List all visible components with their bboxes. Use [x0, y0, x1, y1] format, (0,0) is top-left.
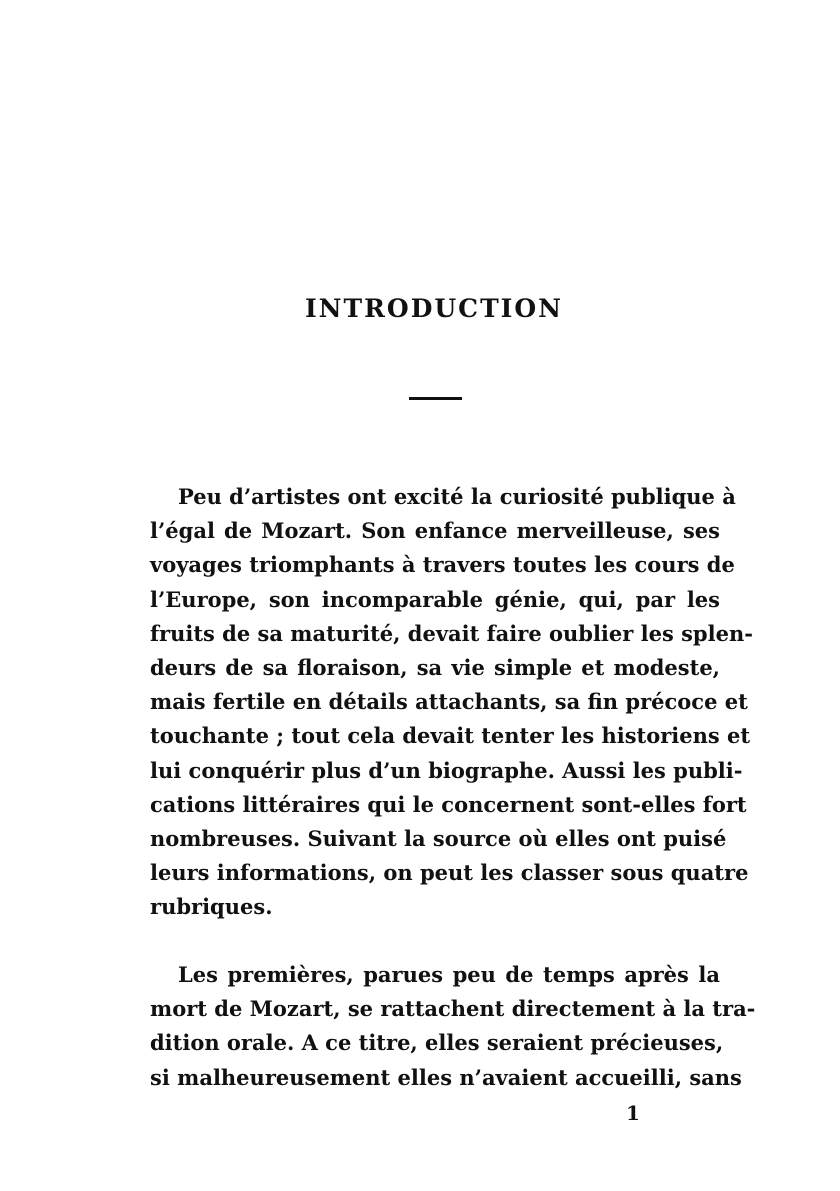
text-line: Peu d’artistes ont excité la curiosité publique à [178, 484, 736, 509]
text-line: fruits de sa maturité, devait faire oublier les splen- [150, 620, 753, 646]
text-line: touchante ; tout cela devait tenter les historiens et [150, 723, 751, 749]
text-line: voyages triomphants à travers toutes les cours de [150, 552, 735, 578]
paragraph-1 [150, 480, 753, 924]
text-line: l’égal de Mozart. Son enfance merveilleuse, ses [150, 518, 720, 544]
text-line: rubriques. [150, 894, 273, 920]
text-line: mort de Mozart, se rattachent directement à la tra- [150, 996, 756, 1022]
text-line: nombreuses. Suivant la source où elles ont puisé [150, 825, 727, 851]
text-line: Les premières, parues peu de temps après la [178, 962, 720, 987]
text-line: l’Europe, son incomparable génie, qui, par les [150, 586, 720, 612]
text-line: cations littéraires qui le concernent sont-elles fort [150, 791, 747, 817]
title-rule [409, 397, 462, 400]
page-number: 1 [626, 1101, 640, 1125]
paragraph-2 [150, 958, 756, 1095]
chapter-title: INTRODUCTION [304, 294, 563, 323]
text-line: dition orale. A ce titre, elles seraient précieuses, [150, 1030, 724, 1056]
text-line: si malheureusement elles n’avaient accueilli, sans [150, 1064, 742, 1090]
text-line: leurs informations, on peut les classer sous quatre [150, 860, 749, 886]
text-line: mais fertile en détails attachants, sa fin précoce et [150, 689, 748, 715]
text-line: lui conquérir plus d’un biographe. Aussi les publi- [150, 757, 743, 783]
text-line: deurs de sa floraison, sa vie simple et modeste, [150, 654, 720, 680]
